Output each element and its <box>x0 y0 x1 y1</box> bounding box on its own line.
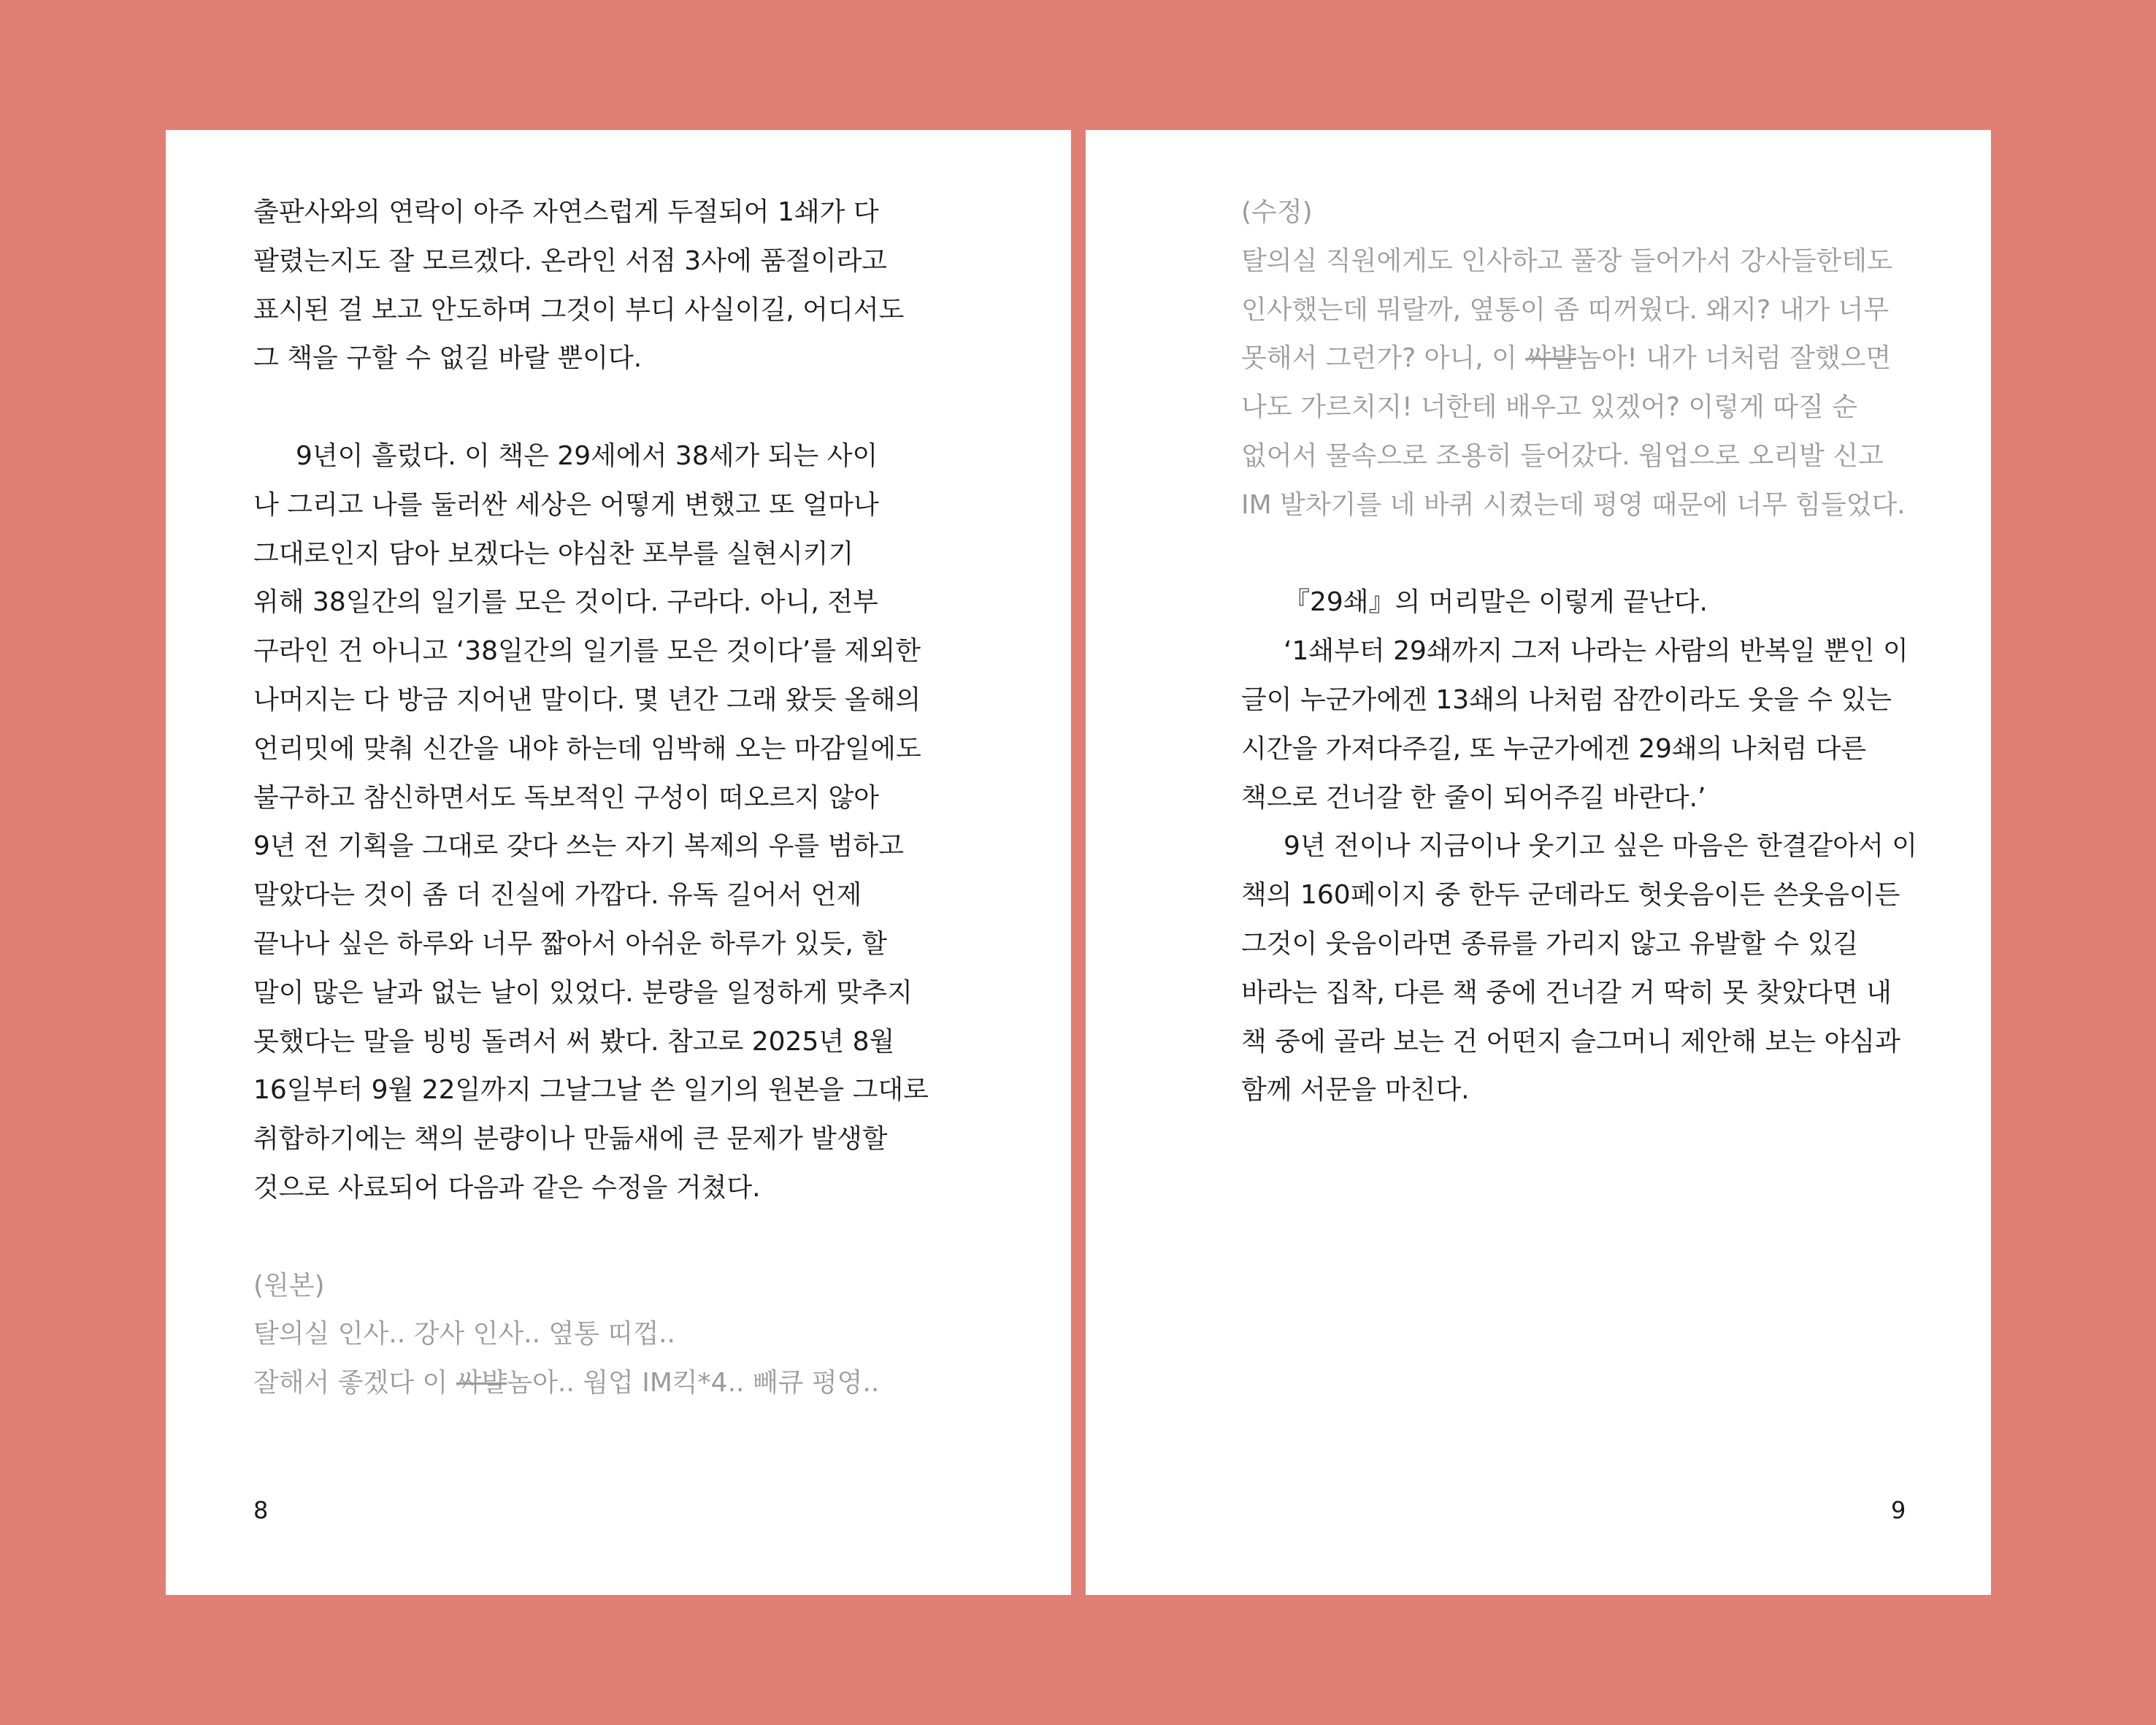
revised-label: (수정) <box>1241 197 1313 227</box>
left-page-body <box>253 188 991 1408</box>
body-line: 팔렸는지도 잘 모르겠다. 온라인 서점 3사에 품절이라고 <box>253 245 888 276</box>
right-page-body <box>1241 188 1979 1115</box>
body-line: 구라인 건 아니고 ‘38일간의 일기를 모은 것이다’를 제외한 <box>253 636 921 667</box>
body-line: 불구하고 참신하면서도 독보적인 구성이 떠오르지 않아 <box>253 782 880 813</box>
body-line: 9년이 흘렀다. 이 책은 29세에서 38세가 되는 사이 <box>296 440 878 471</box>
original-label: (원본) <box>253 1270 325 1301</box>
body-line: 그것이 웃음이라면 종류를 가리지 않고 유발할 수 있길 <box>1241 928 1859 959</box>
censored-word: 쌰뱔 <box>456 1368 507 1399</box>
body-line: 나 그리고 나를 둘러싼 세상은 어떻게 변했고 또 얼마나 <box>253 489 879 520</box>
body-line: 표시된 걸 보고 안도하며 그것이 부디 사실이길, 어디서도 <box>253 294 905 325</box>
revised-line: 나도 가르치지! 너한테 배우고 있겠어? 이렇게 따질 순 <box>1241 392 1857 423</box>
body-line: 그 책을 구할 수 없길 바랄 뿐이다. <box>253 343 642 374</box>
body-line: 위해 38일간의 일기를 모은 것이다. 구라다. 아니, 전부 <box>253 587 878 618</box>
revised-line: 없어서 물속으로 조용히 들어갔다. 웜업으로 오리발 신고 <box>1241 440 1884 471</box>
body-line: 9년 전이나 지금이나 웃기고 싶은 마음은 한결같아서 이 <box>1284 831 1918 862</box>
body-line: 것으로 사료되어 다음과 같은 수정을 거쳤다. <box>253 1172 761 1203</box>
body-line: 함께 서문을 마친다. <box>1241 1075 1470 1106</box>
body-line: 못했다는 말을 빙빙 돌려서 써 봤다. 참고로 2025년 8월 <box>253 1026 895 1057</box>
revised-line: 탈의실 직원에게도 인사하고 풀장 들어가서 강사들한테도 <box>1241 245 1892 276</box>
body-line: 9년 전 기획을 그대로 갖다 쓰는 자기 복제의 우를 범하고 <box>253 831 904 862</box>
body-line: 바라는 집착, 다른 책 중에 건너갈 거 딱히 못 찾았다면 내 <box>1241 977 1892 1008</box>
body-line: 책 중에 골라 보는 건 어떤지 슬그머니 제안해 보는 야심과 <box>1241 1026 1900 1057</box>
body-line: 나머지는 다 방금 지어낸 말이다. 몇 년간 그래 왔듯 올해의 <box>253 684 921 715</box>
body-line: 말았다는 것이 좀 더 진실에 가깝다. 유독 길어서 언제 <box>253 880 862 911</box>
original-line: 탈의실 인사.. 강사 인사.. 옆통 띠껍.. <box>253 1319 675 1350</box>
revised-line: 못해서 그런가? 아니, 이 쌰뱔놈아! 내가 너처럼 잘했으면 <box>1241 343 1892 374</box>
quote-line: ‘1쇄부터 29쇄까지 그저 나라는 사람의 반복일 뿐인 이 <box>1284 636 1908 667</box>
body-line: 출판사와의 연락이 아주 자연스럽게 두절되어 1쇄가 다 <box>253 197 879 227</box>
page-number-left: 8 <box>253 1496 269 1524</box>
quote-line: 시간을 가져다주길, 또 누군가에겐 29쇄의 나처럼 다른 <box>1241 733 1867 764</box>
censored-word: 쌰뱔 <box>1525 343 1576 374</box>
body-line: 『29쇄』의 머리말은 이렇게 끝난다. <box>1284 587 1708 618</box>
body-line: 언리밋에 맞춰 신간을 내야 하는데 임박해 오는 마감일에도 <box>253 733 921 764</box>
body-line: 끝나나 싶은 하루와 너무 짧아서 아쉬운 하루가 있듯, 할 <box>253 928 888 959</box>
body-line: 책의 160페이지 중 한두 군데라도 헛웃음이든 쓴웃음이든 <box>1241 880 1900 911</box>
revised-line: 인사했는데 뭐랄까, 옆통이 좀 띠꺼웠다. 왜지? 내가 너무 <box>1241 294 1890 325</box>
quote-line: 글이 누군가에겐 13쇄의 나처럼 잠깐이라도 웃을 수 있는 <box>1241 684 1892 715</box>
original-line: 잘해서 좋겠다 이 쌰뱔놈아.. 웜업 IM킥*4.. 빼큐 평영.. <box>253 1368 880 1399</box>
quote-line: 책으로 건너갈 한 줄이 되어주길 바란다.’ <box>1241 782 1706 813</box>
body-line: 그대로인지 담아 보겠다는 야심찬 포부를 실현시키기 <box>253 538 854 569</box>
page-number-right: 9 <box>1891 1496 1906 1524</box>
body-line: 말이 많은 날과 없는 날이 있었다. 분량을 일정하게 맞추지 <box>253 977 913 1008</box>
revised-line: IM 발차기를 네 바퀴 시켰는데 평영 때문에 너무 힘들었다. <box>1241 489 1906 520</box>
body-line: 16일부터 9월 22일까지 그날그날 쓴 일기의 원본을 그대로 <box>253 1075 929 1106</box>
body-line: 취합하기에는 책의 분량이나 만듦새에 큰 문제가 발생할 <box>253 1124 888 1155</box>
